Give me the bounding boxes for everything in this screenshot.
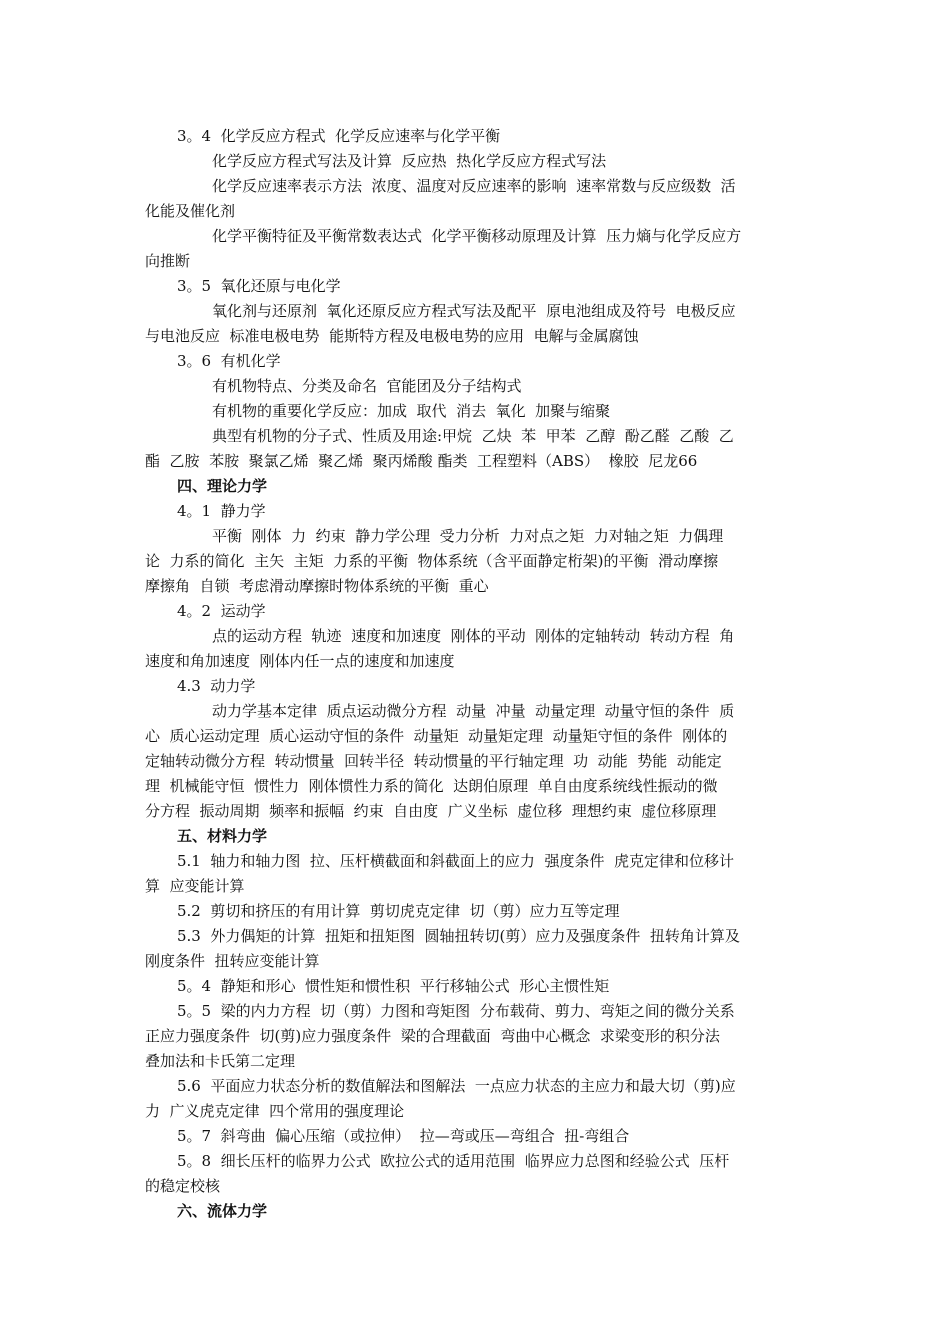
subsection-title: 5。4 静矩和形心 惯性矩和惯性积 平行移轴公式 形心主惯性矩 [177,977,610,995]
paragraph-continuation: 化能及催化剂 [145,202,236,220]
paragraph-line: 氧化剂与还原剂 氧化还原反应方程式写法及配平 原电池组成及符号 电极反应 [212,302,736,320]
section-heading: 六、流体力学 [177,1202,268,1220]
paragraph-continuation: 与电池反应 标准电极电势 能斯特方程及电极电势的应用 电解与金属腐蚀 [145,327,639,345]
subsection-title: 3。5 氧化还原与电化学 [177,277,341,295]
paragraph-continuation: 力 广义虎克定律 四个常用的强度理论 [145,1102,405,1120]
paragraph-line: 典型有机物的分子式、性质及用途:甲烷 乙炔 苯 甲苯 乙醇 酚乙醛 乙酸 乙 [212,427,734,445]
paragraph-line: 有机物的重要化学反应：加成 取代 消去 氧化 加聚与缩聚 [212,402,611,420]
subsection-title: 4。2 运动学 [177,602,266,620]
paragraph-line: 化学反应速率表示方法 浓度、温度对反应速率的影响 速率常数与反应级数 活 [212,177,736,195]
subsection-title: 4。1 静力学 [177,502,266,520]
section-heading: 五、材料力学 [177,827,268,845]
paragraph-continuation: 正应力强度条件 切(剪)应力强度条件 梁的合理截面 弯曲中心概念 求梁变形的积分法 [145,1027,720,1045]
subsection-title: 5。8 细长压杆的临界力公式 欧拉公式的适用范围 临界应力总图和经验公式 压杆 [177,1152,730,1170]
subsection-title: 3。4 化学反应方程式 化学反应速率与化学平衡 [177,127,501,145]
subsection-title: 3。6 有机化学 [177,352,281,370]
subsection-title: 5。5 梁的内力方程 切（剪）力图和弯矩图 分布载荷、剪力、弯矩之间的微分关系 [177,1002,735,1020]
subsection-title: 5.1 轴力和轴力图 拉、压杆横截面和斜截面上的应力 强度条件 虎克定律和位移计 [177,852,735,870]
paragraph-continuation: 的稳定校核 [145,1177,221,1195]
document-body [145,124,807,1224]
paragraph-continuation: 向推断 [145,252,191,270]
paragraph-line: 有机物特点、分类及命名 官能团及分子结构式 [212,377,522,395]
subsection-title: 5.3 外力偶矩的计算 扭矩和扭矩图 圆轴扭转切(剪）应力及强度条件 扭转角计算及 [177,927,740,945]
paragraph-continuation: 定轴转动微分方程 转动惯量 回转半径 转动惯量的平行轴定理 功 动能 势能 动能定 [145,752,722,770]
paragraph-continuation: 论 力系的简化 主矢 主矩 力系的平衡 物体系统（含平面静定桁架)的平衡 滑动摩擦 [145,552,719,570]
paragraph-continuation: 刚度条件 扭转应变能计算 [145,952,320,970]
paragraph-line: 化学反应方程式写法及计算 反应热 热化学反应方程式写法 [212,152,607,170]
paragraph-continuation: 理 机械能守恒 惯性力 刚体惯性力系的简化 达朗伯原理 单自由度系统线性振动的微 [145,777,718,795]
paragraph-continuation: 心 质心运动定理 质心运动守恒的条件 动量矩 动量矩定理 动量矩守恒的条件 刚体的 [145,727,728,745]
paragraph-continuation: 分方程 振动周期 频率和振幅 约束 自由度 广义坐标 虚位移 理想约束 虚位移原理 [145,802,717,820]
subsection-title: 5.6 平面应力状态分析的数值解法和图解法 一点应力状态的主应力和最大切（剪)应 [177,1077,736,1095]
paragraph-line: 平衡 刚体 力 约束 静力学公理 受力分析 力对点之矩 力对轴之矩 力偶理 [212,527,724,545]
section-heading: 四、理论力学 [177,477,268,495]
subsection-title: 4.3 动力学 [177,677,256,695]
paragraph-line: 化学平衡特征及平衡常数表达式 化学平衡移动原理及计算 压力熵与化学反应方 [212,227,742,245]
paragraph-line: 点的运动方程 轨迹 速度和加速度 刚体的平动 刚体的定轴转动 转动方程 角 [212,627,735,645]
paragraph-continuation: 算 应变能计算 [145,877,245,895]
subsection-title: 5。7 斜弯曲 偏心压缩（或拉伸） 拉—弯或压—弯组合 扭-弯组合 [177,1127,630,1145]
paragraph-continuation: 叠加法和卡氏第二定理 [145,1052,296,1070]
paragraph-line: 动力学基本定律 质点运动微分方程 动量 冲量 动量定理 动量守恒的条件 质 [212,702,735,720]
subsection-title: 5.2 剪切和挤压的有用计算 剪切虎克定律 切（剪）应力互等定理 [177,902,620,920]
paragraph-continuation: 酯 乙胺 苯胺 聚氯乙烯 聚乙烯 聚丙烯酸 酯类 工程塑料（ABS） 橡胶 尼龙66 [145,452,698,470]
paragraph-continuation: 速度和角加速度 刚体内任一点的速度和加速度 [145,652,455,670]
paragraph-continuation: 摩擦角 自锁 考虑滑动摩擦时物体系统的平衡 重心 [145,577,489,595]
